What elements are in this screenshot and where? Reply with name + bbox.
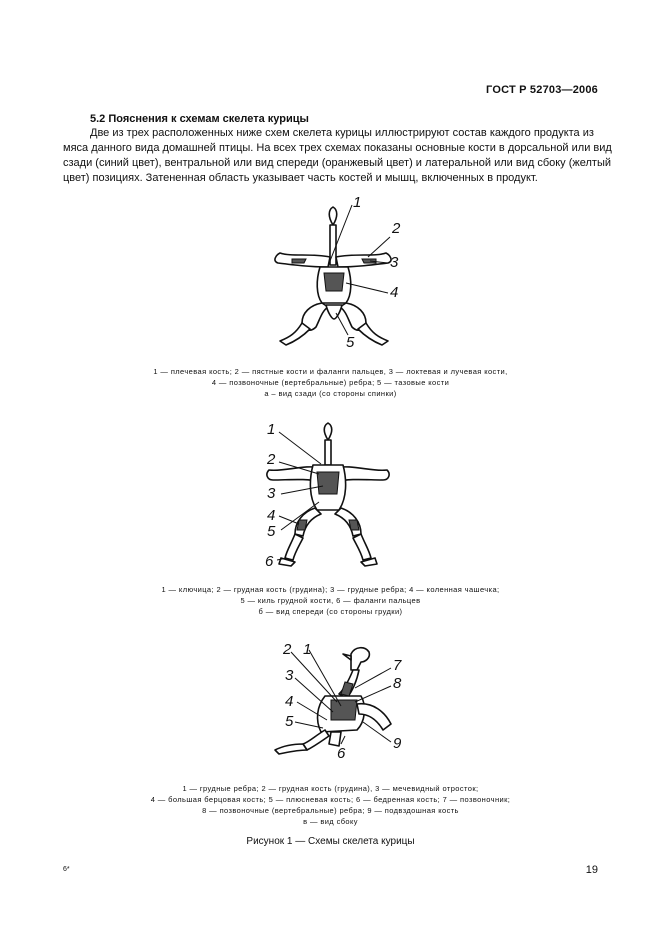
caption-c — [60, 783, 601, 827]
paragraph-line: мяса данного вида домашней птицы. На всех трех схемах показаны основные кости в дорсальной или вид — [63, 142, 612, 154]
label-5: 5 — [285, 713, 294, 730]
standard-number: ГОСТ Р 52703—2006 — [486, 84, 598, 96]
caption-line: 4 — позвоночные (вертебральные) ребра; 5 — тазовые кости — [211, 378, 450, 387]
caption-b — [60, 584, 601, 617]
caption-line: 4 — большая берцовая кость; 5 — плюсневая кость; 6 — бедренная кость; 7 — позвоночник; — [150, 795, 511, 804]
label-9: 9 — [393, 735, 402, 752]
label-3: 3 — [285, 667, 294, 684]
label-6: 6 — [265, 553, 274, 570]
explanation-paragraph — [63, 126, 612, 186]
label-6: 6 — [337, 745, 346, 762]
caption-line: 1 — грудные ребра; 2 — грудная кость (грудина), 3 — мечевидный отросток; — [182, 784, 479, 793]
page-number: 19 — [585, 864, 598, 876]
label-5: 5 — [346, 334, 355, 351]
label-8: 8 — [393, 675, 402, 692]
label-2: 2 — [392, 220, 401, 237]
section-title: 5.2 Пояснения к схемам скелета курицы — [90, 113, 309, 125]
paragraph-line: сзади (синий цвет), вентральной или вид спереди (оранжевый цвет) и латеральной или вид сбоку (желтый — [63, 157, 612, 169]
caption-line: б — вид спереди (со стороны грудки) — [258, 607, 403, 616]
label-1: 1 — [303, 641, 312, 658]
caption-line: а – вид сзади (со стороны спинки) — [264, 389, 397, 398]
label-2: 2 — [283, 641, 292, 658]
label-3: 3 — [390, 254, 399, 271]
label-7: 7 — [393, 657, 402, 674]
caption-line: 5 — киль грудной кости, 6 — фаланги пальцев — [240, 596, 421, 605]
caption-a — [60, 366, 601, 399]
figure-title: Рисунок 1 — Схемы скелета курицы — [246, 836, 415, 847]
label-4: 4 — [390, 284, 399, 301]
label-4: 4 — [285, 693, 294, 710]
label-1: 1 — [267, 421, 276, 438]
skeleton-dorsal-diagram — [250, 195, 420, 360]
sheet-mark: 6* — [63, 866, 70, 873]
label-4: 4 — [267, 507, 276, 524]
label-3: 3 — [267, 485, 276, 502]
label-5: 5 — [267, 523, 276, 540]
paragraph-line: Две из трех расположенных ниже схем скелета курицы иллюстрируют состав каждого продукта из — [90, 127, 594, 139]
label-1: 1 — [353, 195, 362, 211]
skeleton-ventral-diagram — [255, 420, 415, 570]
paragraph-line: цвет) позициях. Затененная область указывает часть костей и мышц, включенных в продукт. — [63, 172, 538, 184]
skeleton-lateral-diagram — [265, 640, 415, 765]
caption-line: 1 — ключица; 2 — грудная кость (грудина); 3 — грудные ребра; 4 — коленная чашечка; — [161, 585, 500, 594]
caption-line: 8 — позвоночные (вертебральные) ребра; 9 — подвздошная кость — [202, 806, 459, 815]
label-2: 2 — [267, 451, 276, 468]
caption-line: 1 — плечевая кость; 2 — пястные кости и фаланги пальцев, 3 — локтевая и лучевая кости, — [153, 367, 508, 376]
caption-line: в — вид сбоку — [303, 817, 358, 826]
